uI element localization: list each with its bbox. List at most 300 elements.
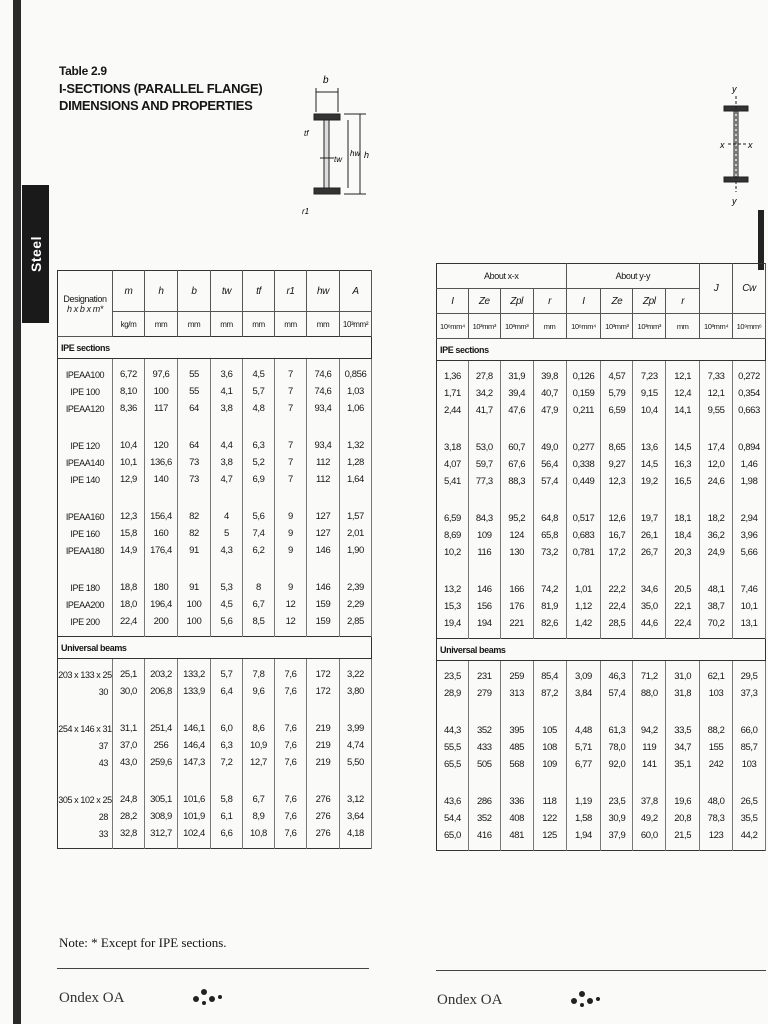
table-row	[437, 510, 766, 527]
value-cell: 8,36	[113, 400, 145, 417]
value-cell: 6,0	[211, 720, 243, 737]
value-cell: 1,90	[340, 542, 372, 559]
section-title: IPE sections	[58, 337, 372, 359]
value-cell: 71,2	[633, 668, 666, 685]
table-row	[58, 683, 372, 700]
value-cell: 395	[500, 722, 533, 739]
about-xx-header: About x-x	[437, 264, 567, 289]
value-cell: 0,272	[733, 368, 766, 385]
right-unit-header: 10³mm³	[633, 314, 666, 339]
value-cell: 156,4	[145, 508, 178, 525]
designation-main: 305 x 102 x 25	[58, 794, 112, 805]
table-row	[437, 739, 766, 756]
value-cell: 180	[145, 579, 178, 596]
value-cell: 101,9	[178, 808, 211, 825]
section-row	[58, 337, 372, 359]
value-cell: 1,98	[733, 473, 766, 490]
left-unit-header: mm	[178, 312, 211, 337]
left-col-header: tf	[243, 271, 275, 312]
diagram-label-h: h	[364, 150, 370, 160]
value-cell: 159	[307, 613, 340, 630]
left-col-header: tw	[211, 271, 243, 312]
i-section-axis-diagram	[712, 82, 762, 212]
value-cell: 24,6	[700, 473, 733, 490]
value-cell: 67,6	[500, 456, 533, 473]
value-cell: 146	[468, 581, 500, 598]
value-cell: 136,6	[145, 454, 178, 471]
value-cell: 156	[468, 598, 500, 615]
j-header: J	[700, 264, 733, 314]
table-row	[437, 368, 766, 385]
value-cell: 48,0	[700, 793, 733, 810]
value-cell: 43,0	[113, 754, 145, 771]
value-cell: 200	[145, 613, 178, 630]
value-cell: 5,8	[211, 791, 243, 808]
value-cell: 7,8	[243, 666, 275, 683]
value-cell: 54,4	[437, 810, 469, 827]
table-title-block	[59, 63, 319, 114]
left-col-header: r1	[275, 271, 307, 312]
value-cell: 2,39	[340, 579, 372, 596]
value-cell: 85,7	[733, 739, 766, 756]
value-cell: 221	[500, 615, 533, 632]
left-col-header: h	[145, 271, 178, 312]
value-cell: 1,12	[566, 598, 601, 615]
value-cell: 568	[500, 756, 533, 773]
left-unit-header: mm	[243, 312, 275, 337]
value-cell: 352	[468, 722, 500, 739]
value-cell: 43,6	[437, 793, 469, 810]
value-cell: 1,94	[566, 827, 601, 844]
spacer-row	[58, 700, 372, 720]
spacer-row	[437, 419, 766, 439]
left-col-header: m	[113, 271, 145, 312]
value-cell: 31,8	[666, 685, 700, 702]
table-title-line2: DIMENSIONS AND PROPERTIES	[59, 98, 253, 113]
value-cell: 66,0	[733, 722, 766, 739]
designation-cell	[58, 613, 113, 630]
value-cell: 166	[500, 581, 533, 598]
left-unit-header: mm	[211, 312, 243, 337]
value-cell: 37,8	[633, 793, 666, 810]
footer-brand-right: Ondex OA	[437, 992, 503, 1008]
right-units-row	[437, 314, 766, 339]
designation-main: IPE 140	[70, 474, 100, 485]
diagram-label-r1: r1	[302, 207, 310, 216]
value-cell: 336	[500, 793, 533, 810]
value-cell: 19,4	[437, 615, 469, 632]
value-cell: 505	[468, 756, 500, 773]
value-cell: 6,6	[211, 825, 243, 842]
right-unit-header: 10³mm³	[468, 314, 500, 339]
right-unit-header: mm	[666, 314, 700, 339]
value-cell: 7	[275, 366, 307, 383]
value-cell: 2,01	[340, 525, 372, 542]
value-cell: 4,1	[211, 383, 243, 400]
value-cell: 109	[533, 756, 566, 773]
value-cell: 14,1	[666, 402, 700, 419]
value-cell: 117	[145, 400, 178, 417]
right-group-row	[437, 264, 766, 289]
value-cell: 81,9	[533, 598, 566, 615]
value-cell: 5,7	[211, 666, 243, 683]
value-cell: 6,7	[243, 791, 275, 808]
value-cell: 313	[500, 685, 533, 702]
value-cell: 4,7	[211, 471, 243, 488]
value-cell: 1,57	[340, 508, 372, 525]
value-cell: 1,32	[340, 437, 372, 454]
about-yy-header: About y-y	[566, 264, 700, 289]
table-row	[437, 385, 766, 402]
value-cell: 88,3	[500, 473, 533, 490]
value-cell: 10,2	[437, 544, 469, 561]
table-row	[58, 791, 372, 808]
cw-header: Cw	[733, 264, 766, 314]
value-cell: 31,0	[666, 668, 700, 685]
designation-cell	[58, 720, 113, 737]
value-cell: 82,6	[533, 615, 566, 632]
spacer-row	[58, 359, 372, 367]
value-cell: 147,3	[178, 754, 211, 771]
value-cell: 19,6	[666, 793, 700, 810]
spacer-row	[58, 559, 372, 579]
designation-header-line1: Designation	[63, 293, 107, 304]
designation-cell	[58, 754, 113, 771]
right-col-header: Zpl	[633, 289, 666, 314]
value-cell: 31,1	[113, 720, 145, 737]
value-cell: 4,4	[211, 437, 243, 454]
value-cell: 55	[178, 366, 211, 383]
value-cell: 65,5	[437, 756, 469, 773]
value-cell: 7,2	[211, 754, 243, 771]
designation-main: IPEAA180	[65, 545, 105, 556]
left-unit-header: 10³mm²	[340, 312, 372, 337]
value-cell: 155	[700, 739, 733, 756]
value-cell: 32,8	[113, 825, 145, 842]
value-cell: 74,6	[307, 383, 340, 400]
right-col-header: Zpl	[500, 289, 533, 314]
value-cell: 82	[178, 508, 211, 525]
spacer-row	[58, 771, 372, 791]
value-cell: 55	[178, 383, 211, 400]
value-cell: 40,7	[533, 385, 566, 402]
value-cell: 196,4	[145, 596, 178, 613]
section-title: Universal beams	[437, 639, 766, 661]
value-cell: 36,2	[700, 527, 733, 544]
value-cell: 6,7	[243, 596, 275, 613]
value-cell: 276	[307, 791, 340, 808]
value-cell: 88,2	[700, 722, 733, 739]
left-unit-header: kg/m	[113, 312, 145, 337]
value-cell: 8,9	[243, 808, 275, 825]
designation-mass: 43	[98, 757, 108, 768]
value-cell: 70,2	[700, 615, 733, 632]
table-row	[437, 473, 766, 490]
value-cell: 53,0	[468, 439, 500, 456]
left-col-header: A	[340, 271, 372, 312]
value-cell: 18,0	[113, 596, 145, 613]
value-cell: 10,8	[243, 825, 275, 842]
footer-rule-left	[57, 968, 369, 969]
designation-cell	[58, 683, 113, 700]
value-cell: 112	[307, 454, 340, 471]
diagram-label-hw: hw	[350, 149, 361, 158]
dimensions-table	[57, 270, 372, 849]
value-cell: 10,4	[113, 437, 145, 454]
value-cell: 122	[533, 810, 566, 827]
value-cell: 127	[307, 525, 340, 542]
value-cell: 0,277	[566, 439, 601, 456]
value-cell: 5,6	[243, 508, 275, 525]
left-unit-header: mm	[275, 312, 307, 337]
designation-main: 254 x 146 x 31	[58, 723, 112, 734]
value-cell: 172	[307, 666, 340, 683]
designation-main: 203 x 133 x 25	[58, 669, 112, 680]
value-cell: 112	[307, 471, 340, 488]
value-cell: 84,3	[468, 510, 500, 527]
value-cell: 1,01	[566, 581, 601, 598]
value-cell: 18,8	[113, 579, 145, 596]
value-cell: 219	[307, 720, 340, 737]
value-cell: 25,1	[113, 666, 145, 683]
value-cell: 13,2	[437, 581, 469, 598]
value-cell: 20,5	[666, 581, 700, 598]
value-cell: 78,3	[700, 810, 733, 827]
value-cell: 59,7	[468, 456, 500, 473]
table-row	[58, 754, 372, 771]
value-cell: 0,517	[566, 510, 601, 527]
axis-label-y-top: y	[732, 84, 737, 94]
value-cell: 17,4	[700, 439, 733, 456]
right-col-header: r	[666, 289, 700, 314]
table-row	[58, 454, 372, 471]
value-cell: 100	[145, 383, 178, 400]
footer-logo-dots-right	[568, 987, 608, 1009]
value-cell: 37,0	[113, 737, 145, 754]
value-cell: 146,1	[178, 720, 211, 737]
value-cell: 19,7	[633, 510, 666, 527]
value-cell: 57,4	[601, 685, 633, 702]
value-cell: 125	[533, 827, 566, 844]
value-cell: 29,5	[733, 668, 766, 685]
value-cell: 74,2	[533, 581, 566, 598]
value-cell: 8,10	[113, 383, 145, 400]
left-col-header: b	[178, 271, 211, 312]
section-row	[58, 637, 372, 659]
value-cell: 37,9	[601, 827, 633, 844]
designation-cell	[58, 791, 113, 808]
value-cell: 1,71	[437, 385, 469, 402]
value-cell: 0,663	[733, 402, 766, 419]
value-cell: 18,1	[666, 510, 700, 527]
value-cell: 18,2	[700, 510, 733, 527]
right-unit-header: 10³mm³	[601, 314, 633, 339]
value-cell: 95,2	[500, 510, 533, 527]
value-cell: 21,5	[666, 827, 700, 844]
value-cell: 203,2	[145, 666, 178, 683]
designation-mass: 30	[98, 686, 108, 697]
value-cell: 22,4	[666, 615, 700, 632]
designation-cell	[58, 737, 113, 754]
right-col-header: I	[437, 289, 469, 314]
axis-label-y-bottom: y	[732, 196, 737, 206]
value-cell: 73	[178, 454, 211, 471]
value-cell: 9	[275, 508, 307, 525]
spacer-row	[58, 417, 372, 437]
designation-cell	[58, 596, 113, 613]
designation-cell	[58, 400, 113, 417]
table-row	[58, 471, 372, 488]
chapter-tab	[22, 185, 49, 323]
value-cell: 118	[533, 793, 566, 810]
section-title: Universal beams	[58, 637, 372, 659]
value-cell: 47,9	[533, 402, 566, 419]
table-row	[58, 720, 372, 737]
value-cell: 1,19	[566, 793, 601, 810]
value-cell: 91	[178, 579, 211, 596]
spacer-row	[437, 702, 766, 722]
value-cell: 20,8	[666, 810, 700, 827]
designation-main: IPE 200	[70, 616, 100, 627]
value-cell: 14,5	[666, 439, 700, 456]
value-cell: 6,9	[243, 471, 275, 488]
value-cell: 108	[533, 739, 566, 756]
spacer-row	[437, 773, 766, 793]
right-edge-mark	[758, 210, 764, 270]
value-cell: 3,22	[340, 666, 372, 683]
table-row	[58, 579, 372, 596]
left-header-row	[58, 271, 372, 312]
spacer-row	[437, 561, 766, 581]
value-cell: 64	[178, 437, 211, 454]
table-number: Table 2.9	[59, 64, 107, 78]
table-row	[437, 756, 766, 773]
value-cell: 3,12	[340, 791, 372, 808]
table-row	[58, 366, 372, 383]
value-cell: 3,8	[211, 400, 243, 417]
value-cell: 0,781	[566, 544, 601, 561]
i-section-dimension-diagram	[290, 72, 380, 222]
value-cell: 3,80	[340, 683, 372, 700]
table-row	[58, 737, 372, 754]
table-row	[58, 437, 372, 454]
value-cell: 9,27	[601, 456, 633, 473]
value-cell: 1,06	[340, 400, 372, 417]
table-row	[437, 456, 766, 473]
value-cell: 22,2	[601, 581, 633, 598]
value-cell: 176,4	[145, 542, 178, 559]
value-cell: 1,46	[733, 456, 766, 473]
diagram-label-tf: tf	[304, 129, 309, 138]
value-cell: 9	[275, 542, 307, 559]
value-cell: 3,8	[211, 454, 243, 471]
value-cell: 10,9	[243, 737, 275, 754]
value-cell: 1,03	[340, 383, 372, 400]
right-col-header: I	[566, 289, 601, 314]
right-unit-header: 10³mm³	[500, 314, 533, 339]
value-cell: 12,1	[666, 368, 700, 385]
value-cell: 7	[275, 454, 307, 471]
designation-mass: 28	[98, 811, 108, 822]
section-row	[437, 639, 766, 661]
value-cell: 3,09	[566, 668, 601, 685]
value-cell: 39,8	[533, 368, 566, 385]
value-cell: 44,3	[437, 722, 469, 739]
value-cell: 4,5	[211, 596, 243, 613]
designation-cell	[58, 579, 113, 596]
axis-label-x-left: x	[720, 140, 725, 150]
value-cell: 60,0	[633, 827, 666, 844]
designation-main: IPEAA160	[65, 511, 105, 522]
value-cell: 7,6	[275, 808, 307, 825]
value-cell: 35,1	[666, 756, 700, 773]
value-cell: 48,1	[700, 581, 733, 598]
value-cell: 256	[145, 737, 178, 754]
section-row	[437, 339, 766, 361]
spacer-row	[437, 361, 766, 369]
value-cell: 22,1	[666, 598, 700, 615]
value-cell: 100	[178, 613, 211, 630]
table-row	[437, 668, 766, 685]
table-row	[58, 383, 372, 400]
value-cell: 3,96	[733, 527, 766, 544]
value-cell: 7,6	[275, 720, 307, 737]
value-cell: 6,3	[243, 437, 275, 454]
value-cell: 416	[468, 827, 500, 844]
right-unit-header: 10³mm⁴	[700, 314, 733, 339]
value-cell: 13,6	[633, 439, 666, 456]
value-cell: 9,55	[700, 402, 733, 419]
designation-cell	[58, 366, 113, 383]
value-cell: 18,4	[666, 527, 700, 544]
value-cell: 103	[700, 685, 733, 702]
value-cell: 5,2	[243, 454, 275, 471]
designation-cell	[58, 508, 113, 525]
value-cell: 12,9	[113, 471, 145, 488]
chapter-tab-label: Steel	[27, 236, 44, 272]
value-cell: 276	[307, 808, 340, 825]
value-cell: 47,6	[500, 402, 533, 419]
value-cell: 41,7	[468, 402, 500, 419]
designation-header	[58, 271, 113, 337]
value-cell: 15,3	[437, 598, 469, 615]
value-cell: 116	[468, 544, 500, 561]
table-row	[58, 613, 372, 630]
designation-cell	[58, 808, 113, 825]
value-cell: 30,0	[113, 683, 145, 700]
right-col-header: Ze	[468, 289, 500, 314]
designation-cell	[58, 525, 113, 542]
value-cell: 140	[145, 471, 178, 488]
value-cell: 16,3	[666, 456, 700, 473]
value-cell: 12,3	[601, 473, 633, 490]
value-cell: 62,1	[700, 668, 733, 685]
value-cell: 37,3	[733, 685, 766, 702]
value-cell: 5,3	[211, 579, 243, 596]
spacer-row	[437, 490, 766, 510]
value-cell: 97,6	[145, 366, 178, 383]
table-row	[58, 666, 372, 683]
axis-label-x-right: x	[748, 140, 753, 150]
value-cell: 8,69	[437, 527, 469, 544]
value-cell: 481	[500, 827, 533, 844]
value-cell: 5,71	[566, 739, 601, 756]
value-cell: 124	[500, 527, 533, 544]
value-cell: 10,4	[633, 402, 666, 419]
value-cell: 5,79	[601, 385, 633, 402]
value-cell: 6,2	[243, 542, 275, 559]
value-cell: 6,3	[211, 737, 243, 754]
